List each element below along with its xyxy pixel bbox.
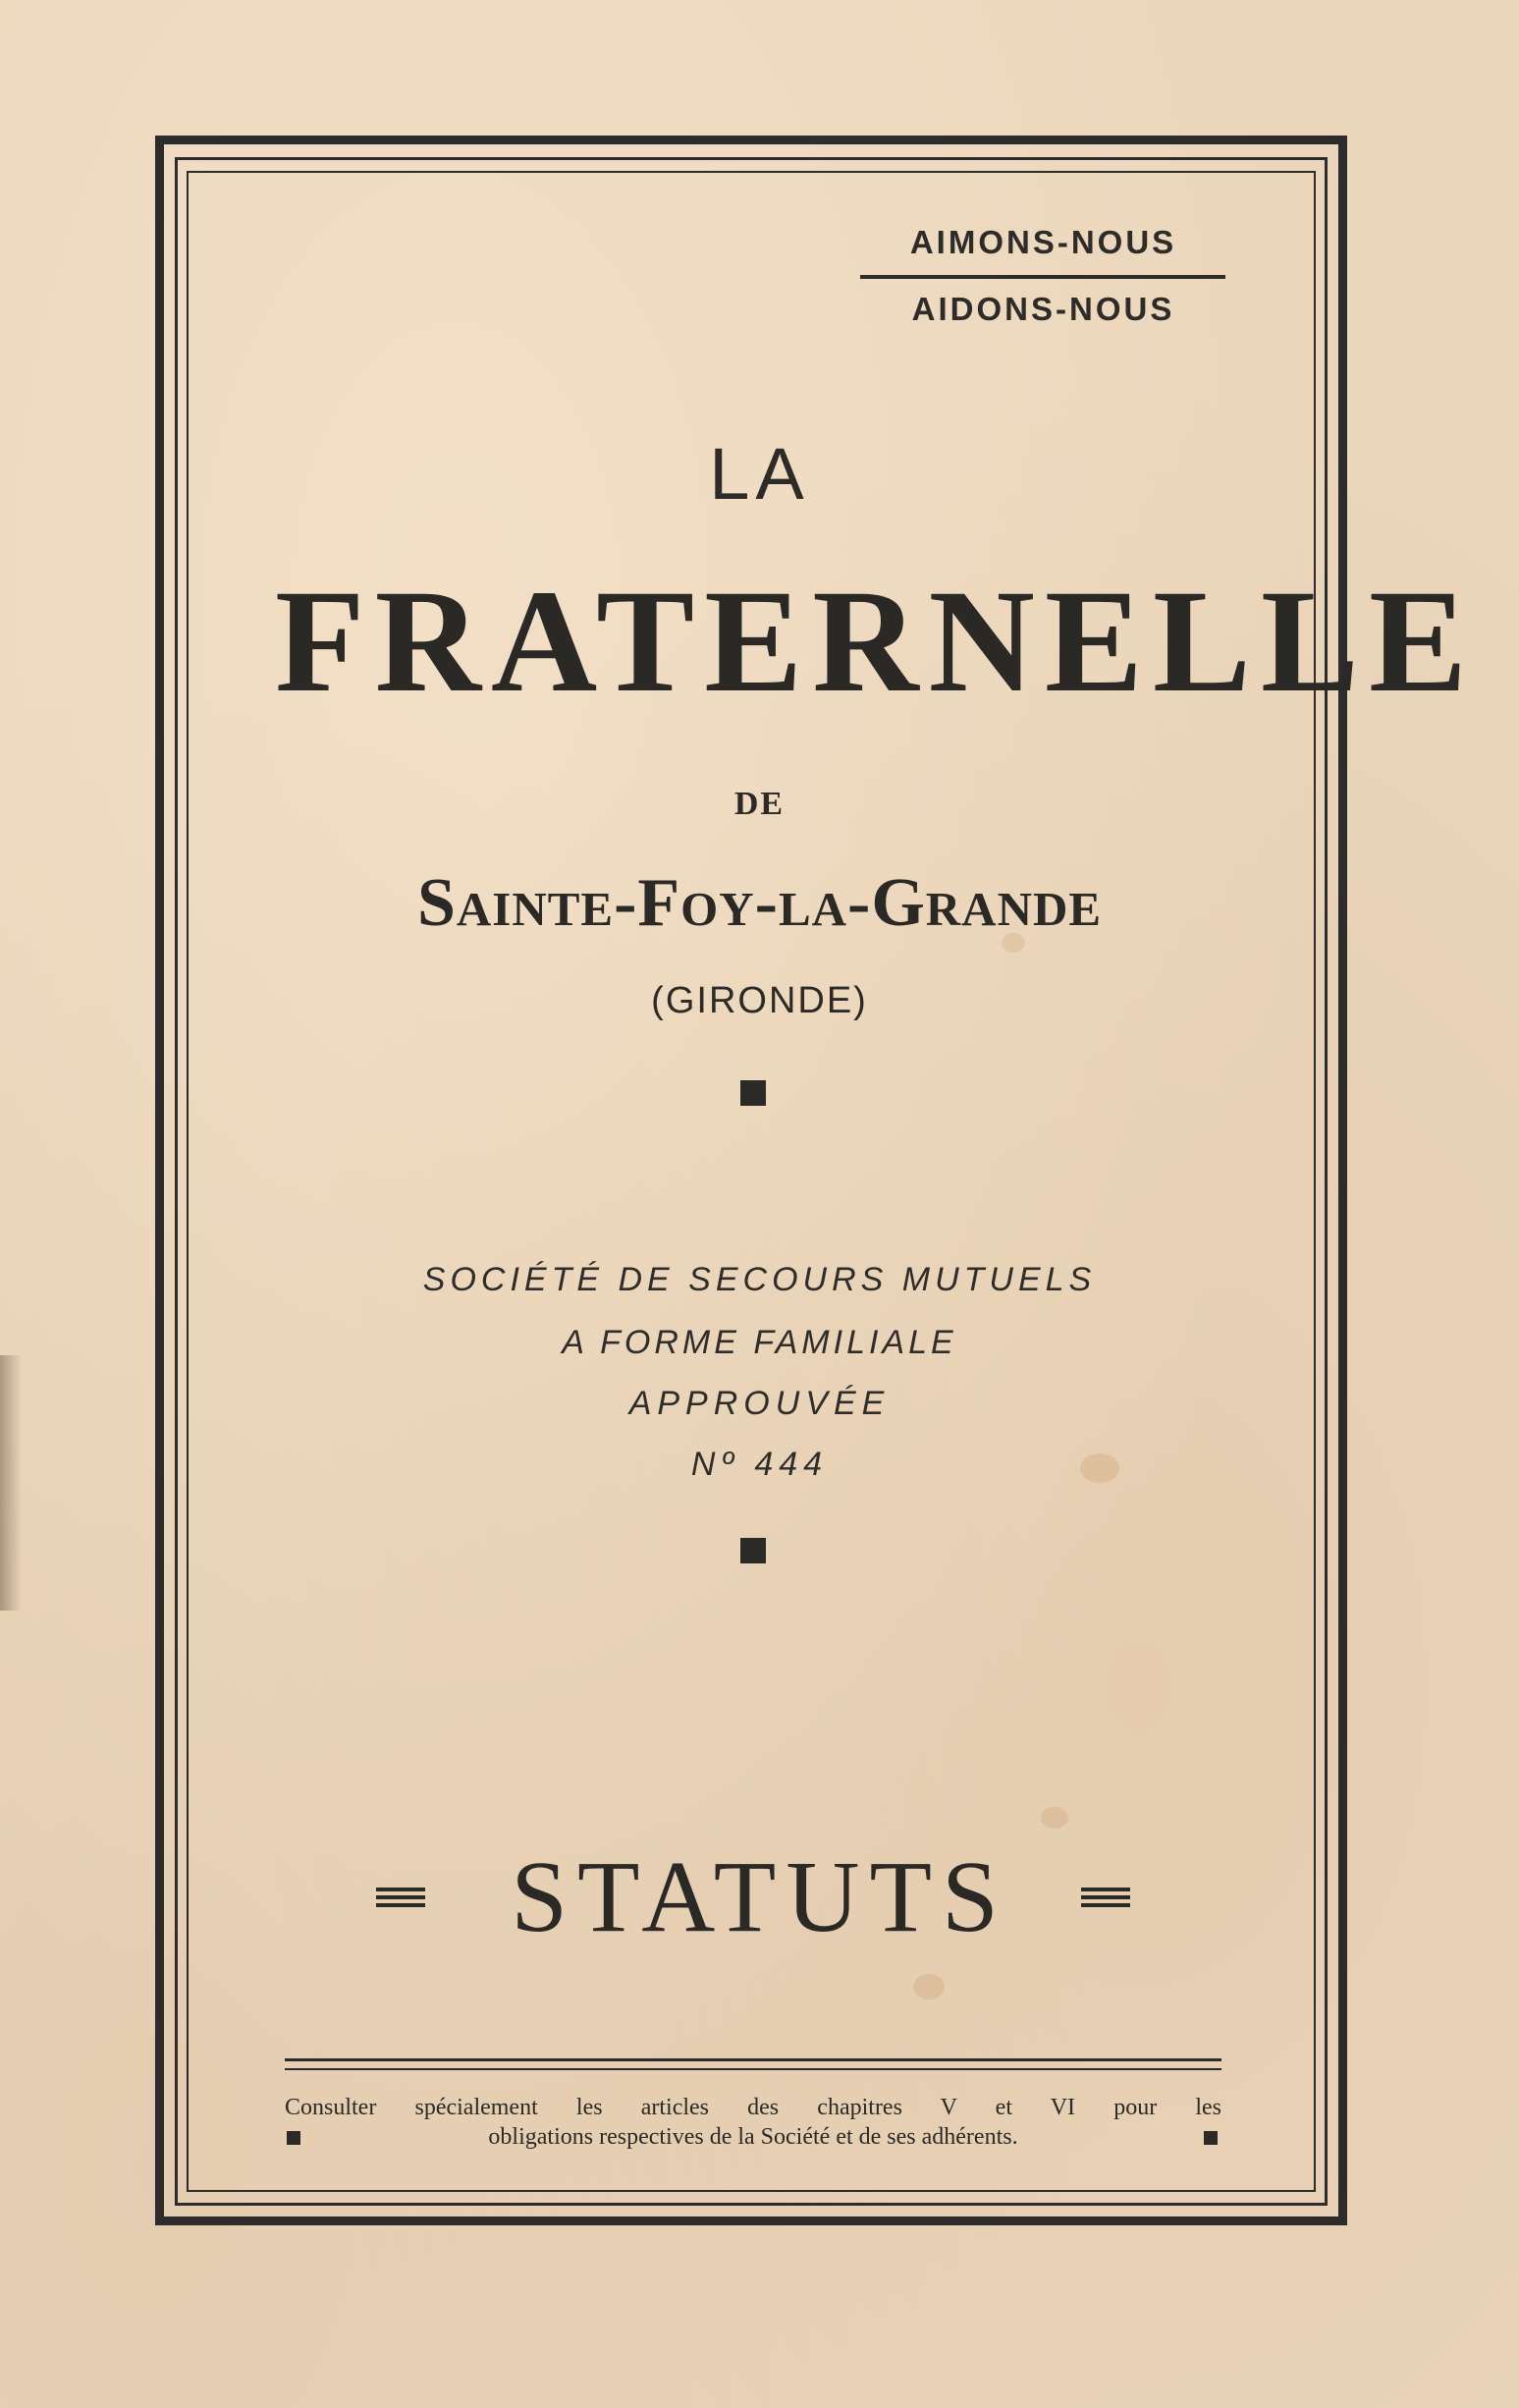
title-article: LA <box>709 433 810 515</box>
double-dash-ornament <box>1081 1888 1130 1907</box>
region-name: (GIRONDE) <box>651 980 868 1021</box>
motto-line-1: AIMONS-NOUS <box>909 224 1177 260</box>
title-preposition: DE <box>733 786 786 822</box>
footer-rule <box>285 2068 1221 2070</box>
footer-note-line-2: obligations respectives de la Société et de ses adhérents. <box>488 2124 1018 2150</box>
motto-line-2: AIDONS-NOUS <box>911 291 1175 327</box>
footer-note-line-1: Consulter spécialement les articles des chapitres V et VI pour les <box>285 2095 1221 2120</box>
city-name: Sainte-Foy-la-Grande <box>416 865 1103 941</box>
society-number: Nº 444 <box>690 1446 829 1483</box>
motto-divider <box>860 275 1225 279</box>
footer-rule <box>285 2058 1221 2061</box>
document-type-heading: STATUTS <box>511 1840 1008 1953</box>
society-line-2: A FORME FAMILIALE <box>562 1324 957 1361</box>
society-line-1: SOCIÉTÉ DE SECOURS MUTUELS <box>422 1261 1097 1298</box>
square-ornament <box>740 1538 766 1563</box>
page-title: FRATERNELLE <box>275 560 1478 723</box>
square-ornament <box>740 1080 766 1106</box>
society-line-3: APPROUVÉE <box>628 1385 891 1422</box>
square-ornament <box>1204 2131 1218 2145</box>
